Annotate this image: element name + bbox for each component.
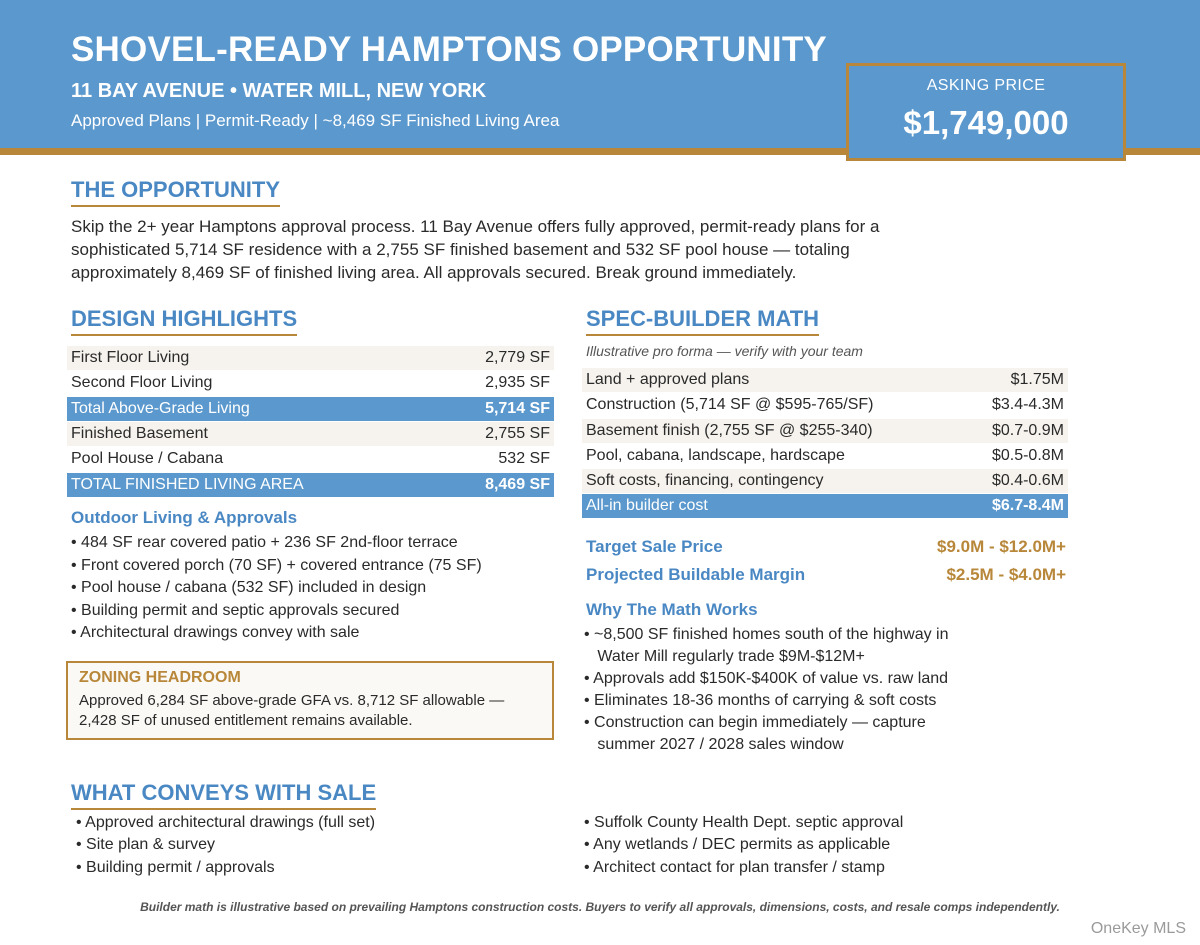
conveys-list-item: • Suffolk County Health Dept. septic approval [584,814,904,831]
property-address: 11 BAY AVENUE • WATER MILL, NEW YORK [71,80,487,102]
design-row-value: 2,935 SF [485,374,550,391]
why-list-item: Water Mill regularly trade $9M-$12M+ [584,648,865,665]
target-sale-price-row [586,537,1066,557]
design-row-label: TOTAL FINISHED LIVING AREA [71,476,304,493]
projected-margin-row [586,565,1066,585]
design-row-value: 532 SF [498,450,550,467]
outdoor-list-item: • Front covered porch (70 SF) + covered entrance (75 SF) [71,557,482,574]
cost-row-label: Construction (5,714 SF @ $595-765/SF) [586,396,874,413]
cost-row-label: Basement finish (2,755 SF @ $255-340) [586,422,873,439]
feature-tagline: Approved Plans | Permit-Ready | ~8,469 SF Finished Living Area [71,111,560,130]
spec-builder-heading: SPEC-BUILDER MATH [586,306,819,336]
cost-row [582,419,1068,443]
outdoor-list-item: • Building permit and septic approvals secured [71,602,400,619]
design-row-label: Second Floor Living [71,374,213,391]
why-list-item: • Approvals add $150K-$400K of value vs. raw land [584,670,949,687]
asking-price-label: ASKING PRICE [926,77,1046,94]
design-row-total-finished [67,473,554,497]
opportunity-line: approximately 8,469 SF of finished living area. All approvals secured. Break ground immediately. [71,263,797,282]
cost-row-value: $0.4-0.6M [991,472,1064,489]
why-list-item: summer 2027 / 2028 sales window [584,736,844,753]
target-sale-price-label: Target Sale Price [586,537,723,556]
cost-row-value: $1.75M [1010,371,1064,388]
why-list-item: • ~8,500 SF finished homes south of the highway in [584,626,949,643]
mls-watermark: OneKey MLS [1090,920,1186,937]
cost-row-all-in [582,494,1068,518]
pro-forma-note: Illustrative pro forma — verify with your team [586,343,863,359]
cost-row-value: $3.4-4.3M [991,396,1064,413]
opportunity-heading: THE OPPORTUNITY [71,177,280,207]
asking-price-box [846,63,1126,161]
design-row [67,447,554,471]
conveys-list-item: • Approved architectural drawings (full set) [76,814,376,831]
cost-row [582,393,1068,417]
design-row-label: First Floor Living [71,349,190,366]
projected-margin-value: $2.5M - $4.0M+ [946,565,1066,584]
outdoor-living-heading: Outdoor Living & Approvals [71,508,298,527]
conveys-list-item: • Building permit / approvals [76,859,275,876]
page-title: SHOVEL-READY HAMPTONS OPPORTUNITY [71,30,827,69]
conveys-list-item: • Any wetlands / DEC permits as applicable [584,836,891,853]
design-highlights-heading: DESIGN HIGHLIGHTS [71,306,297,336]
zoning-line: Approved 6,284 SF above-grade GFA vs. 8,712 SF allowable — [79,692,505,709]
opportunity-paragraph [71,215,1081,284]
outdoor-list-item: • Pool house / cabana (532 SF) included in design [71,579,427,596]
design-row-value: 5,714 SF [485,400,550,417]
outdoor-list-item: • Architectural drawings convey with sale [71,624,360,641]
why-list-item: • Eliminates 18-36 months of carrying & soft costs [584,692,937,709]
design-row-value: 2,755 SF [485,425,550,442]
design-row-value: 8,469 SF [485,476,550,493]
projected-margin-label: Projected Buildable Margin [586,565,806,584]
design-row [67,371,554,395]
zoning-headroom-box [66,661,554,740]
asking-price-value: $1,749,000 [903,104,1069,141]
conveys-heading: WHAT CONVEYS WITH SALE [71,780,376,810]
design-row-label: Pool House / Cabana [71,450,224,467]
design-row-label: Total Above-Grade Living [71,400,250,417]
why-math-works-heading: Why The Math Works [586,600,758,619]
zoning-line: 2,428 SF of unused entitlement remains available. [79,712,413,729]
cost-row-label: All-in builder cost [586,497,708,514]
disclaimer-footnote: Builder math is illustrative based on prevailing Hamptons construction costs. Buyers to verify all approvals, dimensions, costs, and resale comps independently. [140,900,1060,914]
cost-row-label: Pool, cabana, landscape, hardscape [586,447,845,464]
cost-row [582,469,1068,493]
why-list-item: • Construction can begin immediately — capture [584,714,926,731]
zoning-headroom-heading: ZONING HEADROOM [79,669,241,686]
cost-row-value: $0.7-0.9M [991,422,1064,439]
design-row [67,422,554,446]
target-sale-price-value: $9.0M - $12.0M+ [937,537,1066,556]
design-row-label: Finished Basement [71,425,208,442]
cost-row [582,368,1068,392]
design-row [67,346,554,370]
opportunity-line: Skip the 2+ year Hamptons approval process. 11 Bay Avenue offers fully approved, permit-ready plans for a [71,217,880,236]
design-row-value: 2,779 SF [485,349,550,366]
cost-row-label: Land + approved plans [586,371,750,388]
zoning-headroom-text [79,691,504,731]
opportunity-line: sophisticated 5,714 SF residence with a 2,755 SF finished basement and 532 SF pool house — totaling [71,240,850,259]
outdoor-list-item: • 484 SF rear covered patio + 236 SF 2nd-floor terrace [71,534,458,551]
design-row-total-above-grade [67,397,554,421]
conveys-list-item: • Architect contact for plan transfer / stamp [584,859,885,876]
conveys-list-item: • Site plan & survey [76,836,215,853]
cost-row-value: $0.5-0.8M [991,447,1064,464]
cost-row-value: $6.7-8.4M [991,497,1064,514]
cost-row-label: Soft costs, financing, contingency [586,472,824,489]
cost-row [582,444,1068,468]
